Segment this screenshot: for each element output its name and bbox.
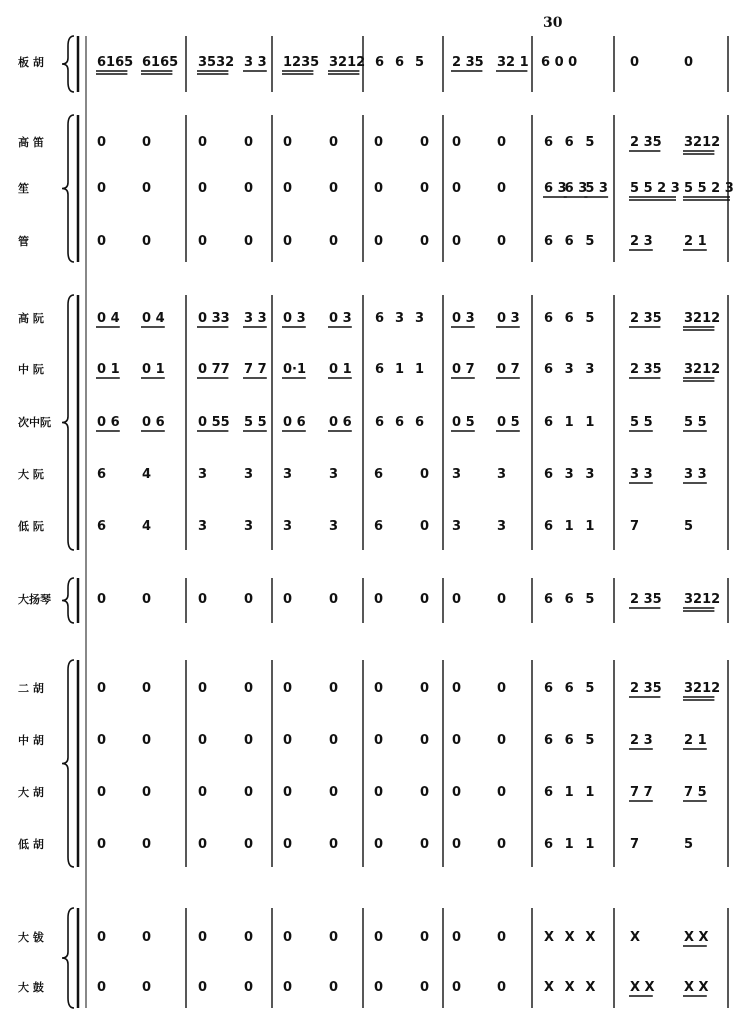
note-cell: 0 xyxy=(198,733,208,748)
note-cell: 0 3 xyxy=(497,311,520,326)
note-cell: 0 xyxy=(329,785,339,800)
instrument-label: 低 阮 xyxy=(18,520,44,533)
note-cell: 0 xyxy=(244,785,254,800)
note-cell: 0 xyxy=(97,234,107,249)
note-cell: 7 7 xyxy=(630,785,653,800)
note-cell: X xyxy=(544,930,555,945)
note-cell: 0 xyxy=(244,837,254,852)
note-cell: 7 5 xyxy=(684,785,707,800)
note-cell: 5 xyxy=(585,681,595,696)
note-cell: 0 xyxy=(97,681,107,696)
note-cell: 6 3 xyxy=(544,181,567,196)
note-cell: 0 4 xyxy=(142,311,165,326)
note-cell: 6 xyxy=(544,467,554,482)
note-cell: 6 3 xyxy=(564,181,588,196)
note-cell: 0 xyxy=(374,181,384,196)
note-cell: X xyxy=(564,930,575,945)
note-cell: 1 xyxy=(585,415,595,430)
note-cell: 0 xyxy=(452,681,462,696)
note-cell: 3 xyxy=(283,467,293,482)
note-cell: 5 xyxy=(684,837,694,852)
note-cell: 0 xyxy=(198,181,208,196)
note-cell: 0 5 xyxy=(497,415,520,430)
note-cell: 2 1 xyxy=(684,733,707,748)
note-cell: 0 xyxy=(283,234,293,249)
note-cell: 0 xyxy=(452,234,462,249)
note-cell: 0 xyxy=(420,135,430,150)
note-cell: 6 xyxy=(564,135,574,150)
note-cell: 5 xyxy=(415,55,425,70)
note-cell: 0 xyxy=(283,930,293,945)
note-cell: 4 xyxy=(142,467,152,482)
note-cell: 0 xyxy=(283,733,293,748)
note-cell: 3 xyxy=(585,362,595,377)
note-cell: 0 xyxy=(244,234,254,249)
note-cell: 0 xyxy=(97,837,107,852)
note-cell: 6 0 0 xyxy=(541,55,578,70)
note-cell: 1235 xyxy=(283,55,320,70)
note-cell: X xyxy=(564,980,575,995)
instrument-label: 笙 xyxy=(18,182,29,195)
note-cell: 1 xyxy=(585,785,595,800)
note-cell: 0 xyxy=(329,681,339,696)
note-cell: 5 xyxy=(684,519,694,534)
note-cell: 1 xyxy=(585,837,595,852)
note-cell: 2 35 xyxy=(452,55,484,70)
note-cell: 0 xyxy=(374,930,384,945)
note-cell: 0 xyxy=(630,55,640,70)
note-cell: 2 35 xyxy=(630,135,662,150)
note-cell: 3 xyxy=(283,519,293,534)
note-cell: 0 xyxy=(244,681,254,696)
note-cell: 0 xyxy=(329,980,339,995)
note-cell: 0 xyxy=(497,181,507,196)
note-cell: 6 xyxy=(375,362,385,377)
note-cell: 0 xyxy=(283,592,293,607)
note-cell: 1 xyxy=(564,785,574,800)
note-cell: 1 xyxy=(415,362,425,377)
note-cell: 0 xyxy=(97,980,107,995)
note-cell: 0 xyxy=(244,980,254,995)
note-cell: 7 xyxy=(630,837,640,852)
note-cell: X xyxy=(544,980,555,995)
note-cell: 5 xyxy=(585,234,595,249)
instrument-label: 中 胡 xyxy=(18,734,44,747)
note-cell: 5 xyxy=(585,311,595,326)
note-cell: 6 xyxy=(564,733,574,748)
note-cell: 2 3 xyxy=(630,234,653,249)
note-cell: 0 xyxy=(244,135,254,150)
note-cell: 6 xyxy=(375,311,385,326)
note-cell: 6 xyxy=(544,135,554,150)
note-cell: 0 xyxy=(142,681,152,696)
instrument-label: 大 鼓 xyxy=(18,981,44,994)
note-cell: 32 1 xyxy=(497,55,529,70)
note-cell: 0 xyxy=(329,592,339,607)
note-cell: 0 xyxy=(452,733,462,748)
note-cell: 0 xyxy=(420,980,430,995)
group-brace xyxy=(62,660,74,867)
note-cell: 0 xyxy=(420,785,430,800)
note-cell: 0 xyxy=(420,181,430,196)
note-cell: 5 xyxy=(585,135,595,150)
instrument-label: 大扬琴 xyxy=(18,593,51,606)
note-cell: 0 xyxy=(142,592,152,607)
note-cell: 0 xyxy=(452,181,462,196)
note-cell: 6 xyxy=(544,362,554,377)
note-cell: 6 xyxy=(374,467,384,482)
instrument-label: 管 xyxy=(18,235,29,248)
note-cell: X xyxy=(585,980,596,995)
note-cell: 6165 xyxy=(142,55,179,70)
note-cell: 0 xyxy=(420,930,430,945)
note-cell: 3 xyxy=(329,467,339,482)
note-cell: 5 5 2 3 xyxy=(684,181,734,196)
note-cell: 0 xyxy=(97,135,107,150)
note-cell: 0 xyxy=(420,592,430,607)
note-cell: 0 xyxy=(420,733,430,748)
note-cell: 0 55 xyxy=(198,415,230,430)
instrument-label: 高 笛 xyxy=(18,136,44,149)
note-cell: 0 6 xyxy=(97,415,120,430)
note-cell: 1 xyxy=(564,415,574,430)
note-cell: 0 xyxy=(198,837,208,852)
note-cell: 0·1 xyxy=(283,362,307,377)
note-cell: 0 xyxy=(452,135,462,150)
note-cell: 0 xyxy=(329,733,339,748)
note-cell: 6 xyxy=(544,592,554,607)
note-cell: 3 3 xyxy=(244,55,267,70)
group-brace xyxy=(62,295,74,550)
note-cell: 1 xyxy=(585,519,595,534)
note-cell: 0 xyxy=(283,181,293,196)
note-cell: 0 7 xyxy=(452,362,475,377)
note-cell: 0 xyxy=(329,930,339,945)
note-cell: 0 33 xyxy=(198,311,230,326)
note-cell: 3 xyxy=(564,467,574,482)
note-cell: 0 xyxy=(374,980,384,995)
note-cell: 0 xyxy=(329,837,339,852)
note-cell: 6 xyxy=(97,519,107,534)
note-cell: 3 xyxy=(564,362,574,377)
note-cell: 3 xyxy=(497,467,507,482)
note-cell: 0 xyxy=(283,681,293,696)
note-cell: 2 35 xyxy=(630,311,662,326)
note-cell: 0 xyxy=(452,785,462,800)
note-cell: 0 xyxy=(452,592,462,607)
note-cell: 0 xyxy=(244,592,254,607)
note-cell: 0 xyxy=(142,234,152,249)
note-cell: 2 1 xyxy=(684,234,707,249)
note-cell: 0 3 xyxy=(329,311,352,326)
note-cell: 0 xyxy=(329,181,339,196)
note-cell: 1 xyxy=(564,519,574,534)
note-cell: X X xyxy=(684,980,709,995)
note-cell: 0 xyxy=(374,234,384,249)
note-cell: X xyxy=(585,930,596,945)
note-cell: 2 35 xyxy=(630,681,662,696)
note-cell: X X xyxy=(684,930,709,945)
note-cell: 0 xyxy=(142,930,152,945)
note-cell: 1 xyxy=(395,362,405,377)
note-cell: 3212 xyxy=(684,311,721,326)
note-cell: 6 xyxy=(564,681,574,696)
note-cell: 3 xyxy=(452,519,462,534)
note-cell: 4 xyxy=(142,519,152,534)
note-cell: 0 xyxy=(497,930,507,945)
note-cell: 3 xyxy=(415,311,425,326)
note-cell: 0 xyxy=(142,980,152,995)
note-cell: 0 6 xyxy=(283,415,306,430)
note-cell: 6 xyxy=(395,55,405,70)
note-cell: 0 4 xyxy=(97,311,120,326)
note-cell: 6 xyxy=(544,837,554,852)
note-cell: 0 xyxy=(497,733,507,748)
note-cell: 5 5 xyxy=(244,415,267,430)
note-cell: 3 xyxy=(244,467,254,482)
note-cell: 0 xyxy=(497,837,507,852)
group-brace xyxy=(62,36,74,92)
note-cell: 0 xyxy=(497,681,507,696)
note-cell: 3 xyxy=(585,467,595,482)
group-brace xyxy=(62,908,74,1008)
note-cell: 6 xyxy=(375,55,385,70)
note-cell: 0 6 xyxy=(329,415,352,430)
note-cell: 5 xyxy=(585,592,595,607)
note-cell: 3 xyxy=(198,467,208,482)
note-cell: 5 3 xyxy=(585,181,608,196)
note-cell: 6 xyxy=(564,592,574,607)
note-cell: 0 7 xyxy=(497,362,520,377)
note-cell: 7 xyxy=(630,519,640,534)
note-cell: 0 xyxy=(374,135,384,150)
note-cell: 0 1 xyxy=(142,362,165,377)
note-cell: 0 xyxy=(283,980,293,995)
instrument-label: 大 阮 xyxy=(18,468,44,481)
note-cell: 3 3 xyxy=(244,311,267,326)
note-cell: 0 xyxy=(142,785,152,800)
note-cell: 0 xyxy=(452,930,462,945)
note-cell: 0 xyxy=(374,837,384,852)
note-cell: 3 xyxy=(244,519,254,534)
note-cell: 0 xyxy=(198,135,208,150)
instrument-label: 大 钹 xyxy=(18,931,44,944)
note-cell: 0 xyxy=(198,930,208,945)
note-cell: 6 xyxy=(544,311,554,326)
note-cell: 0 xyxy=(374,681,384,696)
note-cell: 3532 xyxy=(198,55,235,70)
note-cell: 6 xyxy=(374,519,384,534)
note-cell: 3212 xyxy=(684,592,721,607)
instrument-label: 次中阮 xyxy=(18,416,51,429)
note-cell: 6 xyxy=(564,234,574,249)
note-cell: X xyxy=(630,930,641,945)
note-cell: 6 xyxy=(97,467,107,482)
note-cell: 0 xyxy=(420,519,430,534)
note-cell: 0 xyxy=(452,837,462,852)
note-cell: 0 xyxy=(452,980,462,995)
instrument-label: 板 胡 xyxy=(18,56,44,69)
note-cell: 6 xyxy=(564,311,574,326)
note-cell: 0 xyxy=(97,733,107,748)
note-cell: 3 xyxy=(198,519,208,534)
score-notes xyxy=(96,55,734,996)
group-brace xyxy=(62,578,74,623)
note-cell: 0 xyxy=(420,681,430,696)
note-cell: 6165 xyxy=(97,55,134,70)
note-cell: 0 xyxy=(497,135,507,150)
note-cell: 3212 xyxy=(684,135,721,150)
note-cell: 3 3 xyxy=(630,467,653,482)
note-cell: 5 5 xyxy=(684,415,707,430)
instrument-labels xyxy=(18,55,51,994)
note-cell: 0 xyxy=(283,785,293,800)
note-cell: 6 xyxy=(544,785,554,800)
note-cell: 2 35 xyxy=(630,362,662,377)
note-cell: 3 3 xyxy=(684,467,707,482)
note-cell: 3 xyxy=(329,519,339,534)
note-cell: 0 xyxy=(244,181,254,196)
note-cell: 0 77 xyxy=(198,362,230,377)
note-cell: 0 xyxy=(198,592,208,607)
note-cell: 1 xyxy=(564,837,574,852)
note-cell: 0 xyxy=(198,980,208,995)
note-cell: 0 xyxy=(420,234,430,249)
note-cell: X X xyxy=(630,980,655,995)
note-cell: 0 xyxy=(244,930,254,945)
rehearsal-mark: 30 xyxy=(543,15,563,31)
note-cell: 0 xyxy=(198,785,208,800)
note-cell: 0 xyxy=(198,681,208,696)
instrument-label: 低 胡 xyxy=(18,838,44,851)
instrument-label: 二 胡 xyxy=(18,682,44,695)
note-cell: 0 xyxy=(198,234,208,249)
note-cell: 0 5 xyxy=(452,415,475,430)
note-cell: 0 xyxy=(497,980,507,995)
note-cell: 0 xyxy=(420,467,430,482)
note-cell: 0 xyxy=(497,234,507,249)
note-cell: 6 xyxy=(544,415,554,430)
instrument-label: 大 胡 xyxy=(18,786,44,799)
note-cell: 3 xyxy=(395,311,405,326)
note-cell: 6 xyxy=(375,415,385,430)
note-cell: 0 xyxy=(497,785,507,800)
note-cell: 0 xyxy=(684,55,694,70)
note-cell: 0 xyxy=(374,592,384,607)
note-cell: 0 xyxy=(97,592,107,607)
bar-lines xyxy=(62,36,728,1008)
note-cell: 0 xyxy=(329,234,339,249)
note-cell: 0 3 xyxy=(283,311,306,326)
note-cell: 3 xyxy=(452,467,462,482)
note-cell: 0 xyxy=(142,733,152,748)
note-cell: 0 1 xyxy=(329,362,352,377)
note-cell: 0 1 xyxy=(97,362,120,377)
group-brace xyxy=(62,115,74,262)
instrument-label: 中 阮 xyxy=(18,363,44,376)
instrument-label: 高 阮 xyxy=(18,312,44,325)
note-cell: 2 35 xyxy=(630,592,662,607)
note-cell: 0 xyxy=(283,837,293,852)
note-cell: 0 3 xyxy=(452,311,475,326)
note-cell: 0 xyxy=(374,785,384,800)
note-cell: 6 xyxy=(544,234,554,249)
note-cell: 3212 xyxy=(329,55,366,70)
note-cell: 0 xyxy=(142,135,152,150)
note-cell: 6 xyxy=(544,733,554,748)
note-cell: 0 xyxy=(97,181,107,196)
note-cell: 0 xyxy=(142,837,152,852)
note-cell: 6 xyxy=(415,415,425,430)
note-cell: 3212 xyxy=(684,362,721,377)
note-cell: 6 xyxy=(544,681,554,696)
note-cell: 5 5 2 3 xyxy=(630,181,680,196)
note-cell: 0 xyxy=(283,135,293,150)
note-cell: 0 xyxy=(244,733,254,748)
note-cell: 0 6 xyxy=(142,415,165,430)
note-cell: 7 7 xyxy=(244,362,267,377)
note-cell: 6 xyxy=(544,519,554,534)
note-cell: 5 xyxy=(585,733,595,748)
note-cell: 6 xyxy=(395,415,405,430)
note-cell: 0 xyxy=(420,837,430,852)
note-cell: 0 xyxy=(97,930,107,945)
note-cell: 0 xyxy=(97,785,107,800)
note-cell: 0 xyxy=(142,181,152,196)
note-cell: 0 xyxy=(497,592,507,607)
note-cell: 5 5 xyxy=(630,415,653,430)
note-cell: 0 xyxy=(374,733,384,748)
note-cell: 3212 xyxy=(684,681,721,696)
note-cell: 3 xyxy=(497,519,507,534)
note-cell: 0 xyxy=(329,135,339,150)
note-cell: 2 3 xyxy=(630,733,653,748)
